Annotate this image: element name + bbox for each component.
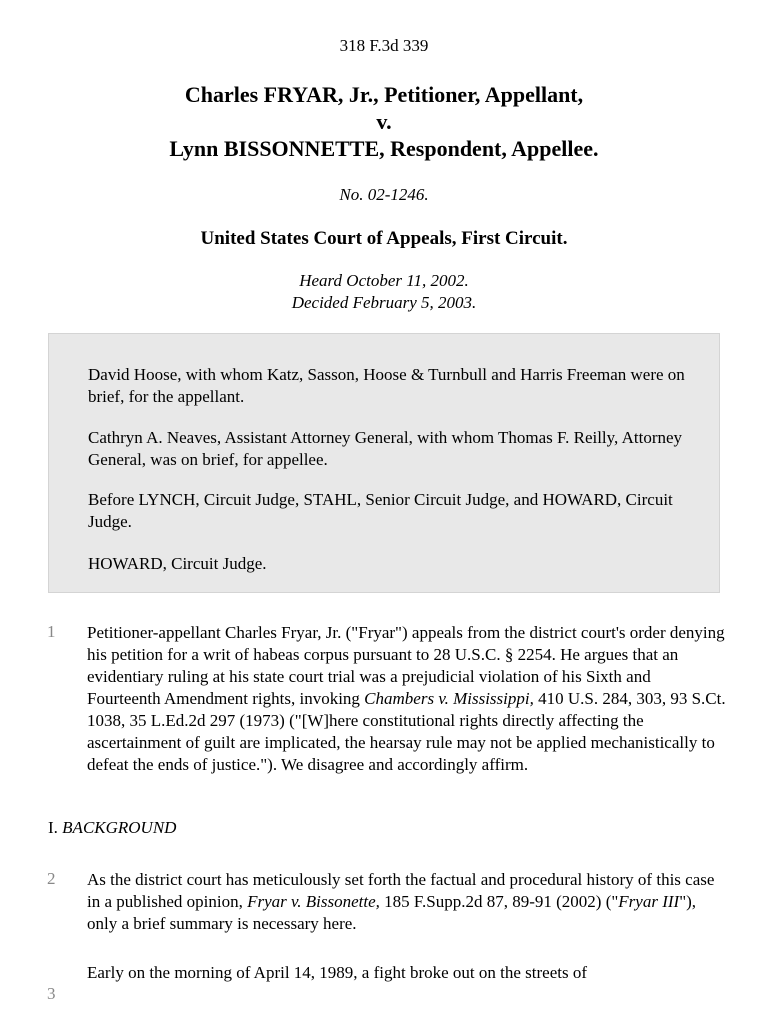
paragraph-text-segment: 410 U.S. 284, 303, 93 S.Ct. 1038, 35 L.Ed.2d 297 (1973) ("[W]here constitutional rights directly affecting the ascertainment of guilt are implicated, the hearsay rule may not be applied mechanistically to defeat the ends of justice."). We disagree and accordingly affirm.: [87, 689, 726, 774]
counsel-panel: [48, 333, 720, 593]
heard-date: Heard October 11, 2002.: [299, 271, 469, 290]
paragraph-text: [87, 869, 727, 935]
paragraph-text-segment: 185 F.Supp.2d 87, 89-91 (2002) (": [379, 892, 619, 911]
versus: v.: [376, 109, 392, 134]
paragraph-text-segment: Petitioner-appellant Charles Fryar, Jr. ("Fryar") appeals from the district court's order denying his petition for a writ of habeas corpus pursuant to 28 U.S.C. § 2254. He argues that an evidentiary ruling at his state court trial was a prejudicial violation of his Sixth and Fourteenth Amendment rights, invoking: [87, 623, 725, 708]
case-citation: Fryar v. Bissonette,: [247, 892, 380, 911]
paragraph-number[interactable]: 1: [47, 622, 56, 641]
short-citation: Fryar III: [618, 892, 680, 911]
opinion-author: HOWARD, Circuit Judge.: [88, 554, 267, 573]
paragraph-text-segment: Early on the morning of April 14, 1989, a fight broke out on the streets of: [87, 963, 587, 982]
section-heading: [48, 818, 176, 838]
case-citation: Chambers v. Mississippi,: [364, 689, 534, 708]
section-title: BACKGROUND: [62, 818, 177, 837]
paragraph-text: [87, 962, 727, 984]
decided-date: Decided February 5, 2003.: [291, 293, 477, 312]
judicial-panel: Before LYNCH, Circuit Judge, STAHL, Senior Circuit Judge, and HOWARD, Circuit Judge.: [88, 490, 673, 531]
court-name: United States Court of Appeals, First Circuit.: [200, 228, 568, 249]
appellant-party: Charles FRYAR, Jr., Petitioner, Appellant,: [184, 82, 584, 107]
case-dates: [0, 270, 768, 314]
case-caption: [0, 81, 768, 162]
appellee-counsel: Cathryn A. Neaves, Assistant Attorney General, with whom Thomas F. Reilly, Attorney General, was on brief, for appellee.: [88, 428, 683, 469]
docket-number: No. 02-1246.: [339, 185, 429, 204]
appellant-counsel: David Hoose, with whom Katz, Sasson, Hoose & Turnbull and Harris Freeman were on brief, for the appellant.: [88, 365, 685, 406]
paragraph-text-segment: "), only a brief summary is necessary here.: [87, 892, 697, 933]
section-numeral: I.: [48, 818, 58, 837]
reporter-citation: 318 F.3d 339: [339, 36, 429, 55]
paragraph-number[interactable]: 2: [47, 869, 56, 888]
paragraph-text-segment: As the district court has meticulously set forth the factual and procedural history of this case in a published opinion,: [87, 870, 715, 911]
paragraph-text: [87, 622, 727, 776]
paragraph-number[interactable]: 3: [47, 984, 56, 1003]
appellee-party: Lynn BISSONNETTE, Respondent, Appellee.: [169, 136, 599, 161]
